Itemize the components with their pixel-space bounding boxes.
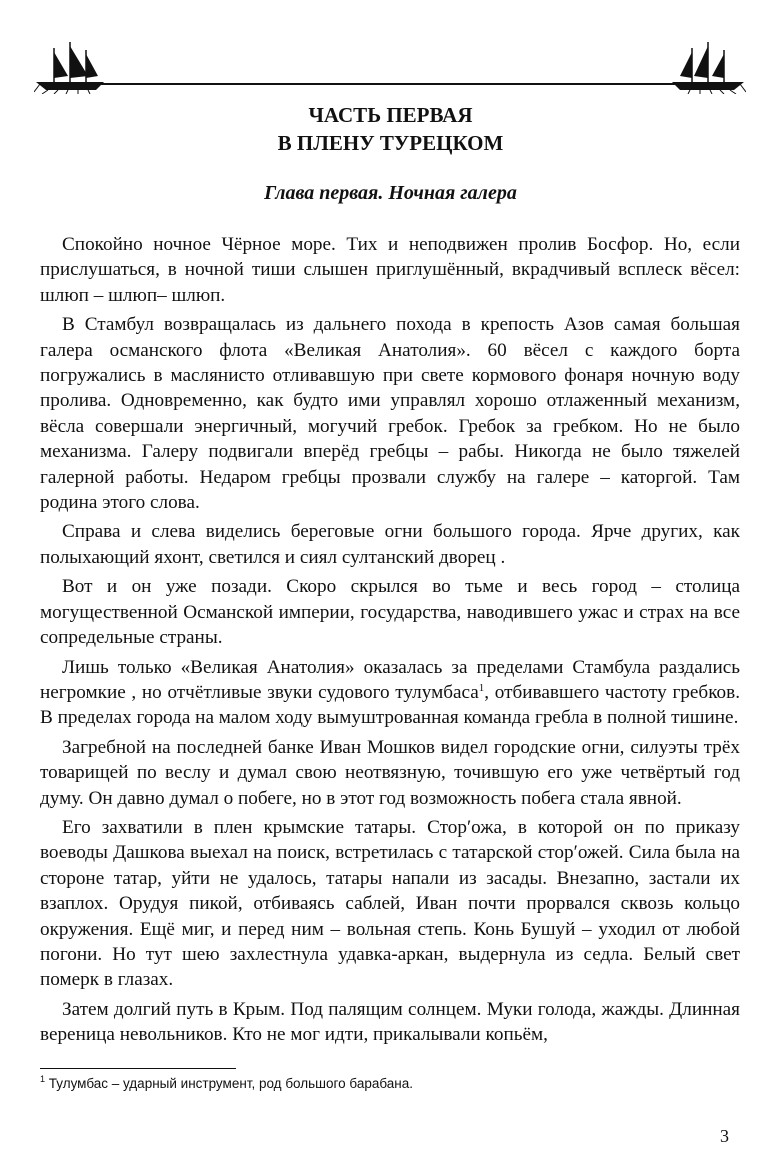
- part-title-line: В ПЛЕНУ ТУРЕЦКОМ: [277, 131, 504, 155]
- paragraph: В Стамбул возвращалась из дальнего похода в крепость Азов самая большая галера османского флота «Великая Анатолия». 60 вёсел с каждого борта погружались в маслянисто отливавшую при свете кормового фонаря ночную воду пролива. Одновременно, как будто ими управлял хорошо отлаженный механизм, вёсла совершали энергичный, могучий гребок. Гребок за гребком. Но не было механизма. Галеру подвигали вперёд гребцы – рабы. Никогда не было тяжелей галерной работы. Недаром гребцы прозвали службу на галере – каторгой. Там родина этого слова.: [40, 314, 740, 514]
- paragraph: Вот и он уже позади. Скоро скрылся во тьме и весь город – столица могущественной Османской империи, государства, наводившего ужас и страх на все сопредельные страны.: [40, 576, 740, 649]
- paragraph-text: , отбивавшего частоту гребков. В пределах города на малом ходу вымуштрованная команда гребла в полной тишине.: [40, 681, 740, 729]
- footnote: [40, 1075, 740, 1093]
- footnote-divider: [40, 1068, 236, 1069]
- footnote-text: Тулумбас – ударный инструмент, род большого барабана.: [45, 1076, 413, 1091]
- paragraph: Затем долгий путь в Крым. Под палящим солнцем. Муки голода, жажды. Длинная вереница невольников. Кто не мог идти, прикалывали копьём,: [40, 998, 740, 1046]
- paragraph: Справа и слева виделись береговые огни большого города. Ярче других, как полыхающий яхонт, светился и сиял султанский дворец .: [40, 521, 740, 568]
- footnote-mark: 1: [40, 1074, 46, 1084]
- paragraph-text: Лишь только «Великая Анатолия» оказалась за пределами Стамбула раздались негромкие , но отчётливые звуки судового тулумбаса: [40, 656, 740, 703]
- paragraph: [40, 655, 740, 731]
- page-number: 3: [720, 1126, 729, 1146]
- ship-icon: [672, 42, 746, 94]
- paragraph: Загребной на последней банке Иван Мошков видел городские огни, силуэты трёх товарищей по веслу и думал свою неотвязную, точившую его уже четвёртый год думу. Он давно думал о побеге, но в этот год возможность побега стала явной.: [40, 736, 740, 809]
- chapter-title: Глава первая. Ночная галера: [264, 182, 517, 204]
- footnote-reference[interactable]: 1: [478, 681, 485, 694]
- part-title: [0, 101, 781, 157]
- part-title-line: ЧАСТЬ ПЕРВАЯ: [308, 103, 473, 127]
- ship-icon: [34, 42, 104, 94]
- body-text: [40, 232, 740, 1048]
- paragraph: Его захватили в плен крымские татары. Стор′ожа, в которой он по приказу воеводы Дашкова выехал на поиск, встретилась с татарской стор′ожей. Сила была на стороне татар, уйти не удалось, татары напали из засады. Внезапно, застали их взаплох. Орудуя пикой, отбиваясь саблей, Иван почти прорвался сквозь кольцо окружения. Ещё миг, и перед ним – вольная степь. Конь Бушуй – уходил от любой погони. Но тут шею захлестнула удавка-аркан, выдернула из седла. Белый свет померк в глазах.: [40, 816, 740, 991]
- header-ornament: [34, 38, 746, 94]
- paragraph: Спокойно ночное Чёрное море. Тих и неподвижен пролив Босфор. Но, если прислушаться, в ночной тиши слышен приглушённый, вкрадчивый всплеск вёсел: шлюп – шлюп– шлюп.: [40, 234, 740, 306]
